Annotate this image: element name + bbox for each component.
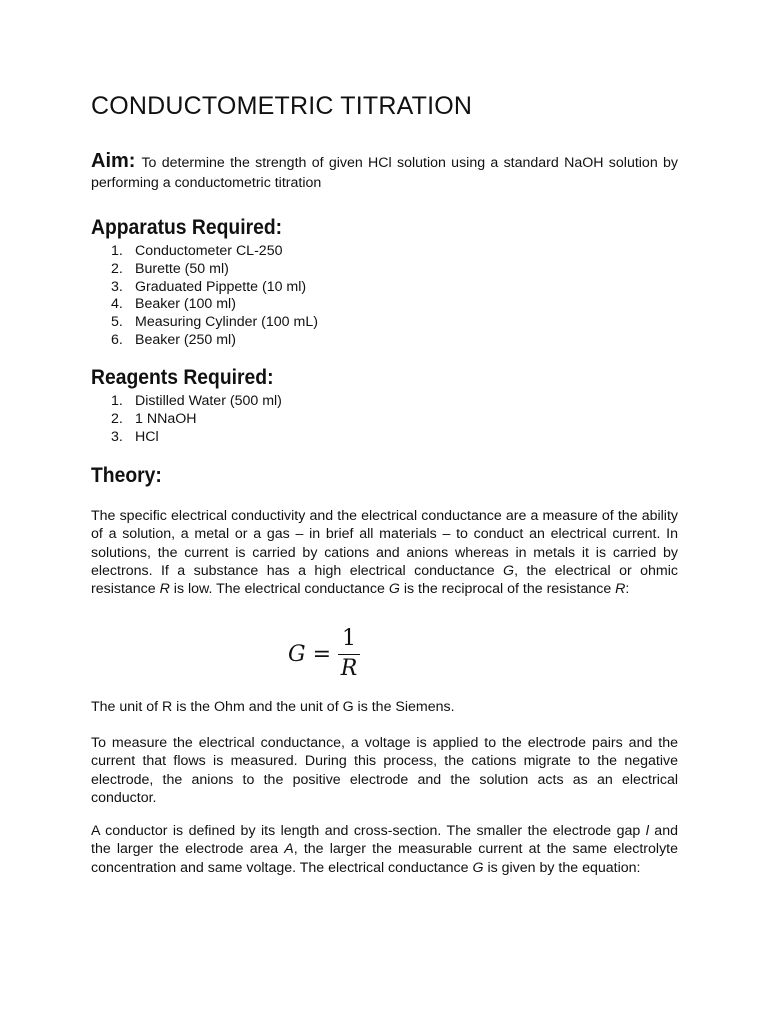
equation-denominator: R — [340, 656, 358, 681]
list-item: 3. HCl — [111, 428, 159, 445]
equation-lhs: G = — [288, 642, 332, 667]
theory-heading: Theory: — [91, 464, 162, 487]
list-item: 5. Measuring Cylinder (100 mL) — [111, 314, 318, 331]
list-item: 3. Graduated Pippette (10 ml) — [111, 278, 307, 295]
reagents-heading: Reagents Required: — [91, 366, 274, 389]
list-item: 1. Conductometer CL-250 — [111, 243, 283, 259]
theory-paragraph-4: A conductor is defined by its length and cross-section. The smaller the electrode gap l and the larger the electrode area A, the larger the measurable current at the same electrolyte concentration and same voltage. The electrical conductance G is given by the equation: — [91, 823, 678, 876]
reagents-list — [91, 393, 282, 446]
theory-paragraph-1: The specific electrical conductivity and the electrical conductance are a measure of the ability of a solution, a metal or a gas – in brief all materials – to conduct an electrical current. In solutions, the current is carried by cations and anions whereas in metals it is carried by electrons. If a substance has a high electrical conductance G, the electrical or ohmic resistance R is low. The electrical conductance G is the reciprocal of the resistance R: — [91, 508, 678, 598]
theory-paragraph-3: To measure the electrical conductance, a voltage is applied to the electrode pairs and the current that flows is measured. During this process, the cations migrate to the negative electrode, the anions to the positive electrode and the solution acts as an electrical conductor. — [91, 735, 678, 806]
list-item: 1. Distilled Water (500 ml) — [111, 393, 282, 409]
apparatus-heading: Apparatus Required: — [91, 216, 283, 239]
aim-label: Aim: — [91, 150, 136, 172]
aim-paragraph — [91, 151, 678, 193]
apparatus-list — [91, 243, 318, 350]
list-item: 2. 1 NNaOH — [111, 410, 197, 427]
theory-paragraph-2: The unit of R is the Ohm and the unit of G is the Siemens. — [91, 699, 455, 715]
list-item: 6. Beaker (250 ml) — [111, 331, 236, 348]
fraction-bar — [338, 654, 360, 655]
aim-text: To determine the strength of given HCl solution using a standard NaOH solution by performing a conductometric titration — [91, 155, 678, 191]
equation-fraction — [338, 626, 360, 681]
list-item: 4. Beaker (100 ml) — [111, 296, 236, 313]
page-title: CONDUCTOMETRIC TITRATION — [91, 92, 473, 120]
list-item: 2. Burette (50 ml) — [111, 260, 229, 277]
equation-numerator: 1 — [342, 626, 356, 651]
